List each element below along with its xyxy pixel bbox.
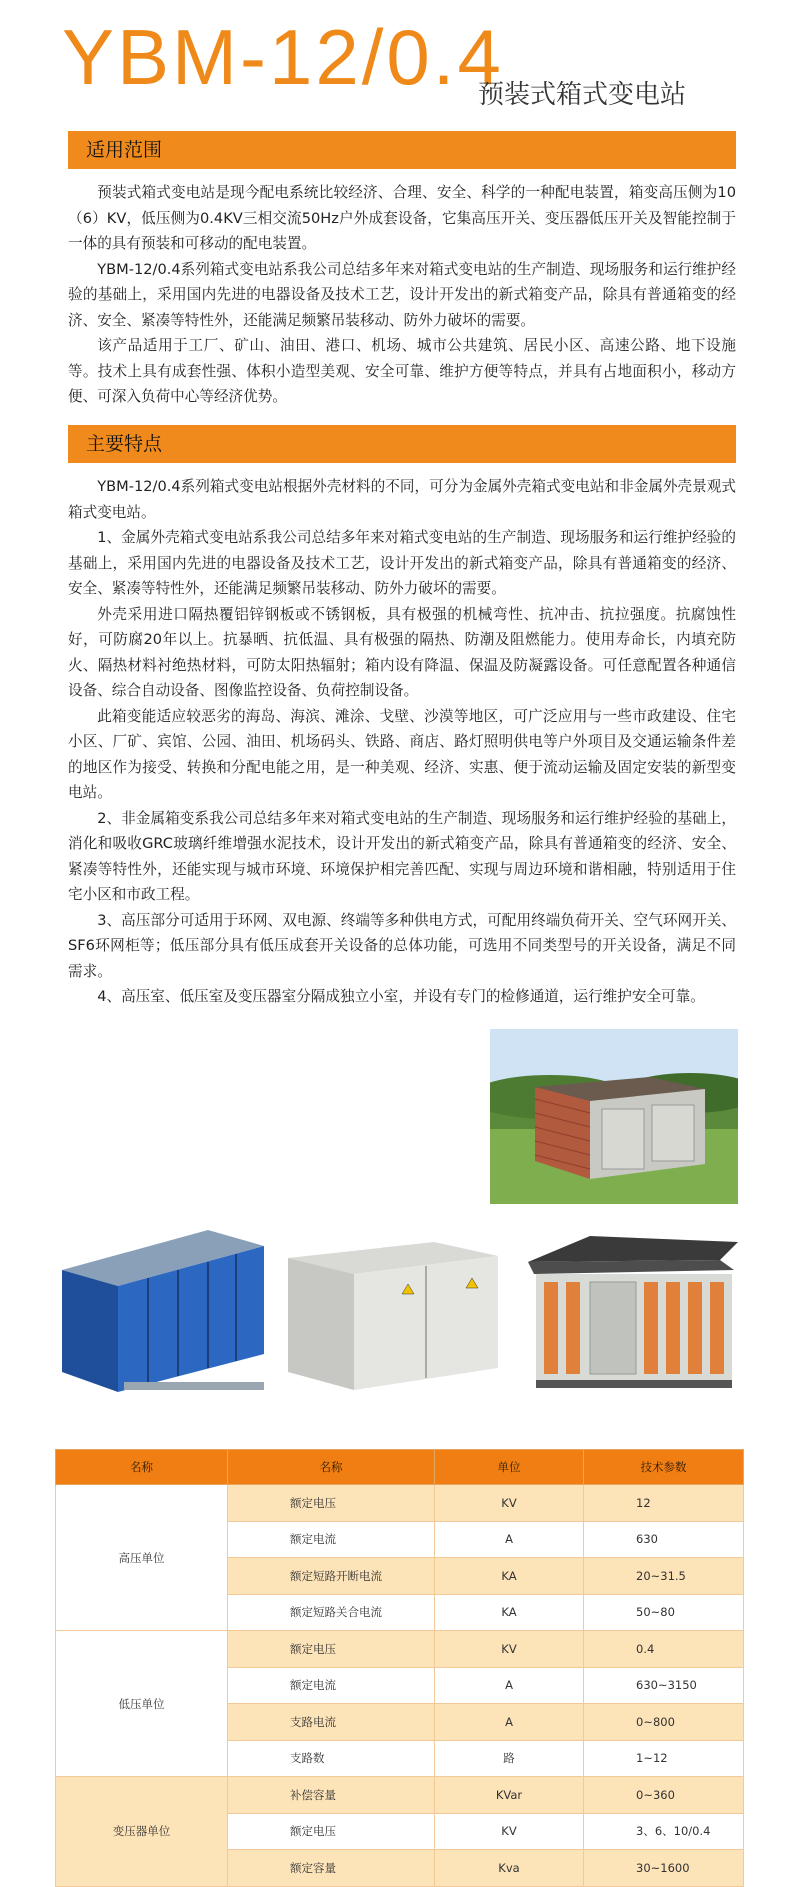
group-label-transformer: 变压器单位 [56, 1777, 228, 1887]
param-value: 12 [584, 1485, 744, 1522]
paragraph: 1、金属外壳箱式变电站系我公司总结多年来对箱式变电站的生产制造、现场服务和运行维护经验的基础上，采用国内先进的电器设备及技术工艺，设计开发出的新式箱变产品，除具有普通箱变的经济、安全、紧凑等特性外，还能满足频繁吊装移动、防外力破坏的需要。 [68, 529, 736, 597]
param-value: 20~31.5 [584, 1558, 744, 1595]
param-name: 额定短路开断电流 [228, 1558, 435, 1595]
table-row [56, 1485, 744, 1522]
param-value: 50~80 [584, 1594, 744, 1631]
param-unit: KA [435, 1558, 584, 1595]
photo-blue-metal-substation [58, 1222, 266, 1397]
section-heading-scope: 适用范围 [68, 131, 736, 169]
param-name: 额定电压 [228, 1813, 435, 1850]
page-header [0, 0, 800, 110]
photo-white-metal-substation [284, 1222, 502, 1397]
table-row [56, 1631, 744, 1668]
product-model-title: YBM-12/0.4 [62, 13, 504, 101]
paragraph: 此箱变能适应较恶劣的海岛、海滨、滩涂、戈壁、沙漠等地区，可广泛应用与一些市政建设、住宅小区、厂矿、宾馆、公园、油田、机场码头、铁路、商店、路灯照明供电等户外项目及交通运输条件差的地区作为接受、转换和分配电能之用，是一种美观、经济、实惠、便于流动运输及固定安装的新型变电站。 [68, 707, 736, 801]
param-unit: A [435, 1704, 584, 1741]
column-header: 名称 [228, 1450, 435, 1485]
paragraph: 外壳采用进口隔热覆铝锌钢板或不锈钢板，具有极强的机械弯性、抗冲击、抗拉强度。抗腐蚀性好，可防腐20年以上。抗暴晒、抗低温、具有极强的隔热、防潮及阻燃能力。使用寿命长，内填充防火、隔热材料衬绝热材料，可防太阳热辐射；箱内设有降温、保温及防凝露设备。可任意配置各种通信设备、综合自动设备、图像监控设备、负荷控制设备。 [68, 605, 736, 699]
param-name: 额定电压 [228, 1485, 435, 1522]
param-unit: KV [435, 1631, 584, 1668]
param-name: 额定电流 [228, 1521, 435, 1558]
paragraph: 4、高压室、低压室及变压器室分隔成独立小室，并设有专门的检修通道，运行维护安全可靠。 [97, 988, 705, 1005]
param-value: 30~1600 [584, 1850, 744, 1887]
paragraph: YBM-12/0.4系列箱式变电站根据外壳材料的不同，可分为金属外壳箱式变电站和非金属外壳景观式箱式变电站。 [68, 478, 736, 521]
column-header: 技术参数 [584, 1450, 744, 1485]
paragraph: 3、高压部分可适用于环网、双电源、终端等多种供电方式，可配用终端负荷开关、空气环网开关、SF6环网柜等；低压部分具有低压成套开关设备的总体功能，可选用不同类型号的开关设备，满足不同需求。 [68, 911, 736, 980]
param-unit: 路 [435, 1740, 584, 1777]
param-value: 630 [584, 1521, 744, 1558]
paragraph: 预装式箱式变电站是现今配电系统比较经济、合理、安全、科学的一种配电装置，箱变高压侧为10（6）KV，低压侧为0.4KV三相交流50Hz户外成套设备，它集高压开关、变压器低压开关及智能控制于一体的具有预装和可移动的配电装置。 [68, 184, 736, 252]
param-unit: A [435, 1521, 584, 1558]
param-unit: KA [435, 1594, 584, 1631]
table-header-row [56, 1450, 744, 1485]
section-body-scope [68, 180, 736, 410]
param-value: 0~360 [584, 1777, 744, 1814]
photo-brick-substation [490, 1029, 738, 1204]
group-label-high-voltage: 高压单位 [56, 1485, 228, 1631]
param-unit: KV [435, 1485, 584, 1522]
param-unit: KVar [435, 1777, 584, 1814]
spec-table [55, 1449, 744, 1887]
param-name: 额定容量 [228, 1850, 435, 1887]
param-value: 3、6、10/0.4 [584, 1813, 744, 1850]
param-unit: KV [435, 1813, 584, 1850]
param-name: 额定短路关合电流 [228, 1594, 435, 1631]
param-unit: Kva [435, 1850, 584, 1887]
product-name-subtitle: 预装式箱式变电站 [478, 80, 687, 110]
group-label-low-voltage: 低压单位 [56, 1631, 228, 1777]
section-body-features [68, 474, 736, 1010]
column-header: 名称 [56, 1450, 228, 1485]
param-value: 1~12 [584, 1740, 744, 1777]
photo-landscape-substation [520, 1222, 745, 1397]
param-name: 支路电流 [228, 1704, 435, 1741]
paragraph: YBM-12/0.4系列箱式变电站系我公司总结多年来对箱式变电站的生产制造、现场服务和运行维护经验的基础上，采用国内先进的电器设备及技术工艺，设计开发出的新式箱变产品，除具有普通箱变的经济、安全、紧凑等特性外，还能满足频繁吊装移动、防外力破坏的需要。 [68, 260, 736, 329]
param-name: 支路数 [228, 1740, 435, 1777]
paragraph: 该产品适用于工厂、矿山、油田、港口、机场、城市公共建筑、居民小区、高速公路、地下设施等。技术上具有成套性强、体积小造型美观、安全可靠、维护方便等特点，并具有占地面积小，移动方便、可深入负荷中心等经济优势。 [68, 337, 736, 405]
param-value: 0~800 [584, 1704, 744, 1741]
column-header: 单位 [435, 1450, 584, 1485]
param-name: 额定电压 [228, 1631, 435, 1668]
param-name: 补偿容量 [228, 1777, 435, 1814]
section-heading-features: 主要特点 [68, 425, 736, 463]
param-unit: A [435, 1667, 584, 1704]
table-row [56, 1777, 744, 1814]
paragraph: 2、非金属箱变系我公司总结多年来对箱式变电站的生产制造、现场服务和运行维护经验的基础上，消化和吸收GRC玻璃纤维增强水泥技术，设计开发出的新式箱变产品，除具有普通箱变的经济、安全、紧凑等特性外，还能实现与城市环境、环境保护相完善匹配、实现与周边环境和谐相融，特别适用于住宅小区和市政工程。 [68, 809, 736, 903]
param-name: 额定电流 [228, 1667, 435, 1704]
param-value: 630~3150 [584, 1667, 744, 1704]
param-value: 0.4 [584, 1631, 744, 1668]
